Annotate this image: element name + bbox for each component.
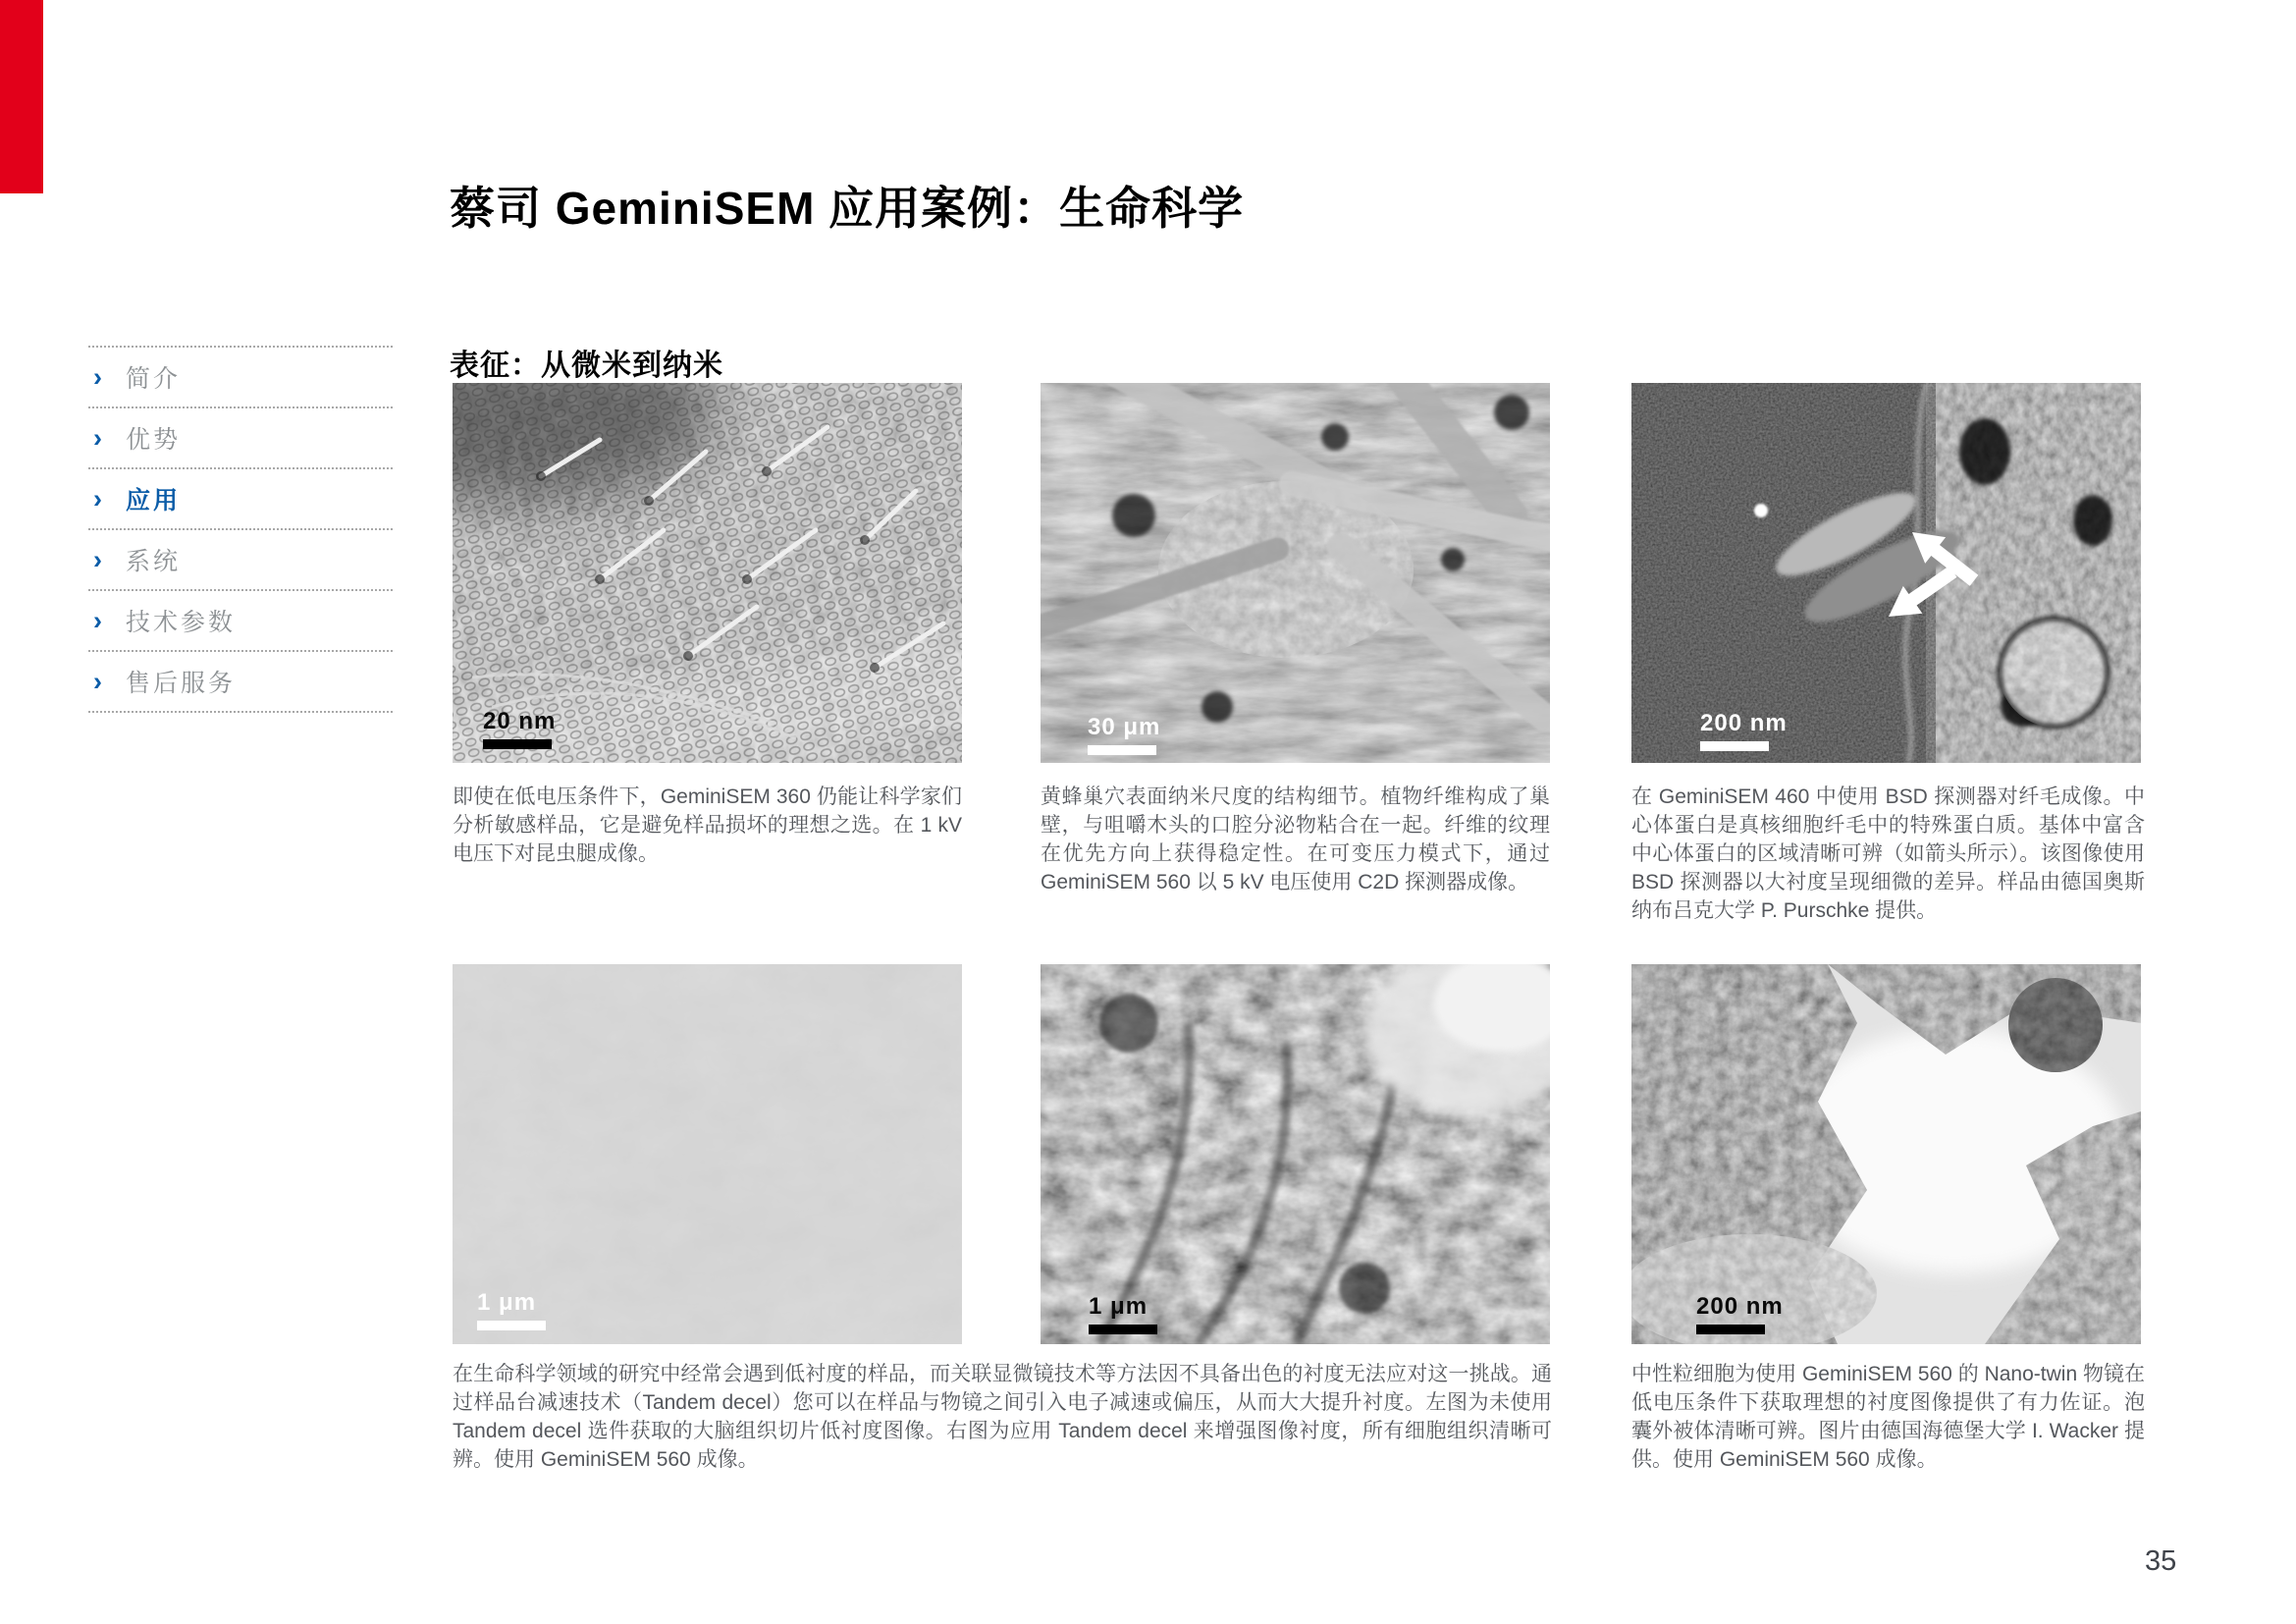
sidebar-item-specifications[interactable]	[88, 589, 393, 650]
sem-image-brain-low-contrast	[453, 964, 962, 1344]
sem-image-insect-leg	[453, 383, 962, 763]
scale-bar	[1088, 716, 1160, 755]
chevron-right-icon: ›	[93, 666, 102, 696]
page-number: 35	[2145, 1545, 2177, 1577]
sidebar-item-after-sales-service[interactable]	[88, 650, 393, 713]
figure-insect-leg	[453, 383, 962, 763]
scale-bar-line	[1088, 745, 1156, 755]
scale-bar	[1696, 1295, 1784, 1334]
figure-caption: 即使在低电压条件下，GeminiSEM 360 仍能让科学家们分析敏感样品，它是避免样品损坏的理想之选。在 1 kV 电压下对昆虫腿成像。	[453, 785, 962, 865]
figure-caption-shared: 在生命科学领域的研究中经常会遇到低衬度的样品，而关联显微镜技术等方法因不具备出色的衬度无法应对这一挑战。通过样品台减速技术（Tandem decel）您可以在样品与物镜之间引入电子减速或偏压，从而大大提升衬度。左图为未使用 Tandem decel 选件获取的大脑组织切片低衬度图像。右图为应用 Tandem decel 来增强图像衬度，所有细胞组织清晰可辨。使用 GeminiSEM 560 成像。	[453, 1363, 1552, 1471]
chevron-right-icon: ›	[93, 483, 102, 514]
sidebar-item-applications[interactable]	[88, 467, 393, 528]
figure-brain-tandem-decel	[1041, 964, 1550, 1344]
page-title: 蔡司 GeminiSEM 应用案例：生命科学	[450, 183, 1245, 234]
scale-bar-label: 200 nm	[1700, 710, 1788, 736]
sem-image-wasp-nest	[1041, 383, 1550, 763]
figure-brain-low-contrast	[453, 964, 962, 1344]
chevron-right-icon: ›	[93, 605, 102, 635]
figure-caption: 中性粒细胞为使用 GeminiSEM 560 的 Nano-twin 物镜在低电压条件下获取理想的衬度图像提供了有力佐证。泡囊外被体清晰可辨。图片由德国海德堡大学 I. Wacker 提供。使用 GeminiSEM 560 成像。	[1631, 1363, 2145, 1471]
sem-image-cilia	[1631, 383, 2141, 763]
scale-bar-line	[483, 739, 552, 749]
chevron-right-icon: ›	[93, 422, 102, 453]
sidebar-item-label: 简介	[126, 365, 182, 393]
scale-bar-line	[1089, 1325, 1157, 1334]
scale-bar-line	[477, 1321, 546, 1330]
sidebar-item-label: 系统	[126, 548, 182, 575]
figure-cilia	[1631, 383, 2141, 763]
sidebar-item-systems[interactable]	[88, 528, 393, 589]
sem-image-neutrophil	[1631, 964, 2141, 1344]
scale-bar-line	[1700, 741, 1769, 751]
section-heading: 表征：从微米到纳米	[450, 350, 723, 382]
scale-bar	[483, 710, 556, 749]
sidebar-item-label: 优势	[126, 426, 182, 454]
sidebar-item-label: 应用	[126, 487, 182, 514]
sidebar-item-advantages[interactable]	[88, 406, 393, 467]
scale-bar	[1700, 712, 1788, 751]
chevron-right-icon: ›	[93, 361, 102, 392]
sidebar-item-intro[interactable]	[88, 346, 393, 406]
scale-bar	[1089, 1295, 1157, 1334]
scale-bar	[477, 1291, 546, 1330]
scale-bar-label: 1 μm	[1089, 1293, 1148, 1320]
scale-bar-label: 1 μm	[477, 1289, 537, 1316]
figure-wasp-nest	[1041, 383, 1550, 763]
scale-bar-line	[1696, 1325, 1765, 1334]
scale-bar-label: 30 μm	[1088, 714, 1161, 740]
scale-bar-label: 200 nm	[1696, 1293, 1784, 1320]
figure-caption: 黄蜂巢穴表面纳米尺度的结构细节。植物纤维构成了巢壁，与咀嚼木头的口腔分泌物粘合在一起。纤维的纹理在优先方向上获得稳定性。在可变压力模式下，通过 GeminiSEM 560 以 5 kV 电压使用 C2D 探测器成像。	[1041, 785, 1550, 893]
accent-bar	[0, 0, 43, 193]
sem-image-brain-tandem-decel	[1041, 964, 1550, 1344]
figure-neutrophil	[1631, 964, 2141, 1344]
scale-bar-label: 20 nm	[483, 708, 557, 734]
chevron-right-icon: ›	[93, 544, 102, 574]
figure-caption: 在 GeminiSEM 460 中使用 BSD 探测器对纤毛成像。中心体蛋白是真核细胞纤毛中的特殊蛋白质。基体中富含中心体蛋白的区域清晰可辨（如箭头所示）。该图像使用 BSD 探测器以大衬度呈现细微的差异。样品由德国奥斯纳布吕克大学 P. Purschke 提供。	[1631, 785, 2145, 922]
sidebar-nav	[88, 346, 393, 713]
sidebar-item-label: 技术参数	[126, 609, 237, 636]
sidebar-item-label: 售后服务	[126, 670, 237, 697]
